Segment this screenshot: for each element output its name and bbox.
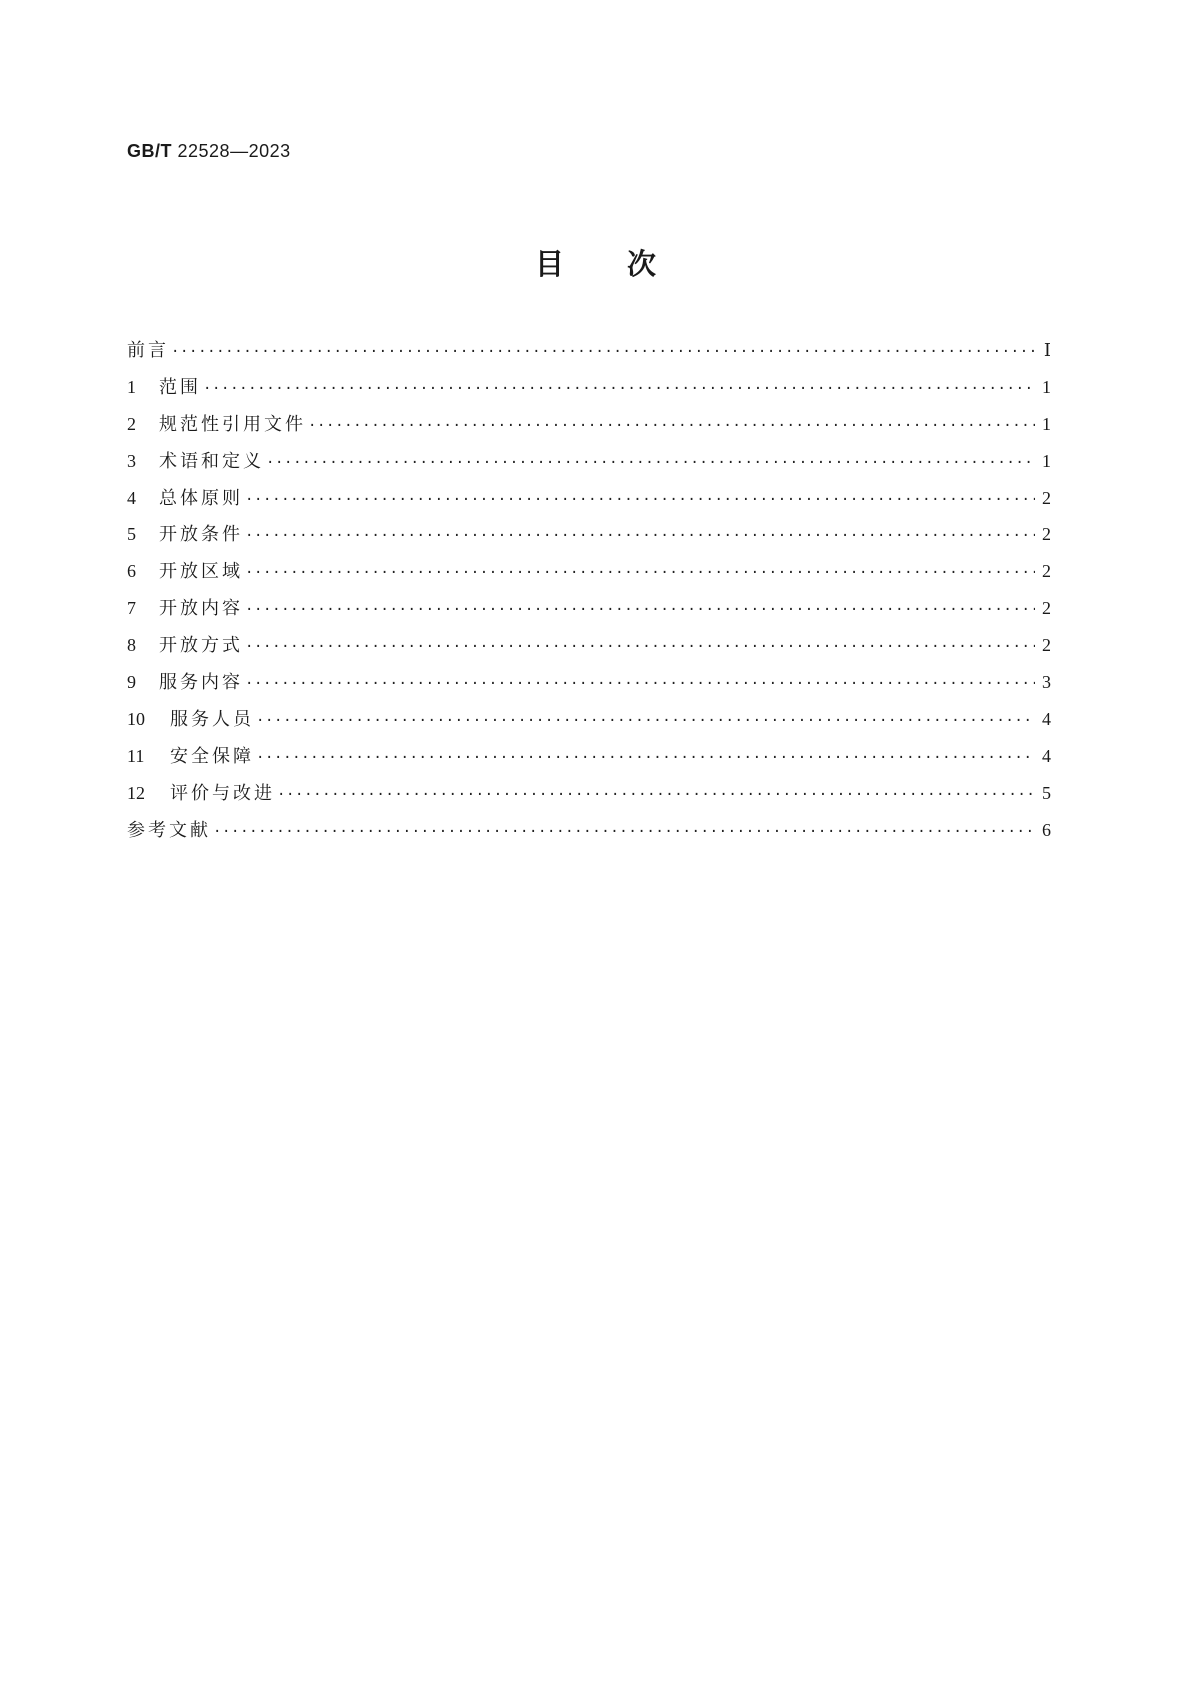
dot-leader — [171, 340, 1035, 363]
toc-entry-page: 2 — [1042, 635, 1051, 656]
toc-entry-2[interactable] — [127, 413, 1051, 450]
toc-entry-12[interactable] — [127, 782, 1051, 819]
dot-leader — [245, 524, 1035, 547]
toc-entry-number: 1 — [127, 376, 136, 397]
toc-entry-label: 开放区域 — [159, 561, 243, 583]
dot-leader — [256, 709, 1035, 732]
standard-code — [127, 141, 291, 162]
toc-entry-8[interactable] — [127, 634, 1051, 671]
toc-entry-label: 范围 — [159, 376, 201, 398]
standard-number: 22528—2023 — [177, 141, 291, 161]
dot-leader — [256, 746, 1035, 769]
toc-entry-number: 3 — [127, 450, 136, 471]
toc-entry-number: 5 — [127, 524, 136, 545]
toc-entry-1[interactable] — [127, 376, 1051, 413]
toc-entry-page: 2 — [1042, 487, 1051, 508]
toc-entry-page: 1 — [1042, 450, 1051, 471]
toc-entry-number: 4 — [127, 487, 136, 508]
toc-entry-number: 8 — [127, 635, 136, 656]
toc-entry-label: 前言 — [127, 340, 169, 361]
dot-leader — [245, 598, 1035, 621]
toc-entry-11[interactable] — [127, 745, 1051, 782]
toc-entry-foreword[interactable] — [127, 339, 1051, 376]
toc-entry-number: 6 — [127, 561, 136, 582]
toc-entry-page: Ⅰ — [1043, 340, 1051, 360]
toc-entry-page: 2 — [1042, 524, 1051, 545]
toc-entry-5[interactable] — [127, 523, 1051, 560]
toc-entry-label: 开放内容 — [159, 598, 243, 620]
dot-leader — [266, 451, 1035, 474]
toc-entry-page: 5 — [1042, 782, 1051, 803]
toc-entry-page: 2 — [1042, 598, 1051, 619]
dot-leader — [308, 414, 1035, 437]
toc-entry-number: 7 — [127, 598, 136, 619]
toc-entry-page: 1 — [1042, 413, 1051, 434]
toc-entry-10[interactable] — [127, 708, 1051, 745]
dot-leader — [203, 377, 1035, 400]
dot-leader — [245, 635, 1035, 658]
toc-entry-3[interactable] — [127, 450, 1051, 487]
toc-entry-label: 参考文献 — [127, 819, 211, 841]
toc-entry-label: 总体原则 — [159, 487, 243, 509]
toc-entry-number: 11 — [127, 745, 145, 766]
dot-leader — [245, 672, 1035, 695]
toc-entry-label: 服务人员 — [170, 708, 254, 730]
toc-entry-6[interactable] — [127, 560, 1051, 597]
toc-entry-7[interactable] — [127, 597, 1051, 634]
toc-entry-label: 开放方式 — [159, 635, 243, 657]
toc-entry-4[interactable] — [127, 487, 1051, 524]
toc-entry-page: 6 — [1042, 819, 1051, 840]
toc-entry-page: 4 — [1042, 745, 1051, 766]
toc-title: 目次 — [534, 247, 719, 281]
toc-entry-number: 10 — [127, 708, 145, 729]
dot-leader — [277, 783, 1035, 806]
standard-prefix: GB/T — [127, 141, 172, 161]
toc-entry-label: 评价与改进 — [170, 782, 275, 804]
toc-entry-page: 1 — [1042, 376, 1051, 397]
toc-entry-number: 9 — [127, 672, 136, 693]
toc-entry-9[interactable] — [127, 671, 1051, 708]
toc-entry-label: 规范性引用文件 — [159, 413, 306, 435]
toc-entry-page: 4 — [1042, 708, 1051, 729]
toc-entry-page: 2 — [1042, 561, 1051, 582]
toc-entry-bibliography[interactable] — [127, 819, 1051, 856]
toc-entry-number: 12 — [127, 782, 145, 803]
dot-leader — [245, 488, 1035, 511]
toc-entry-label: 术语和定义 — [159, 450, 264, 472]
dot-leader — [213, 820, 1035, 843]
toc-entry-label: 服务内容 — [159, 672, 243, 694]
toc-entry-page: 3 — [1042, 672, 1051, 693]
toc-entry-label: 安全保障 — [170, 745, 254, 767]
toc-entry-label: 开放条件 — [159, 524, 243, 546]
toc-entry-number: 2 — [127, 413, 136, 434]
dot-leader — [245, 561, 1035, 584]
table-of-contents — [127, 339, 1051, 855]
